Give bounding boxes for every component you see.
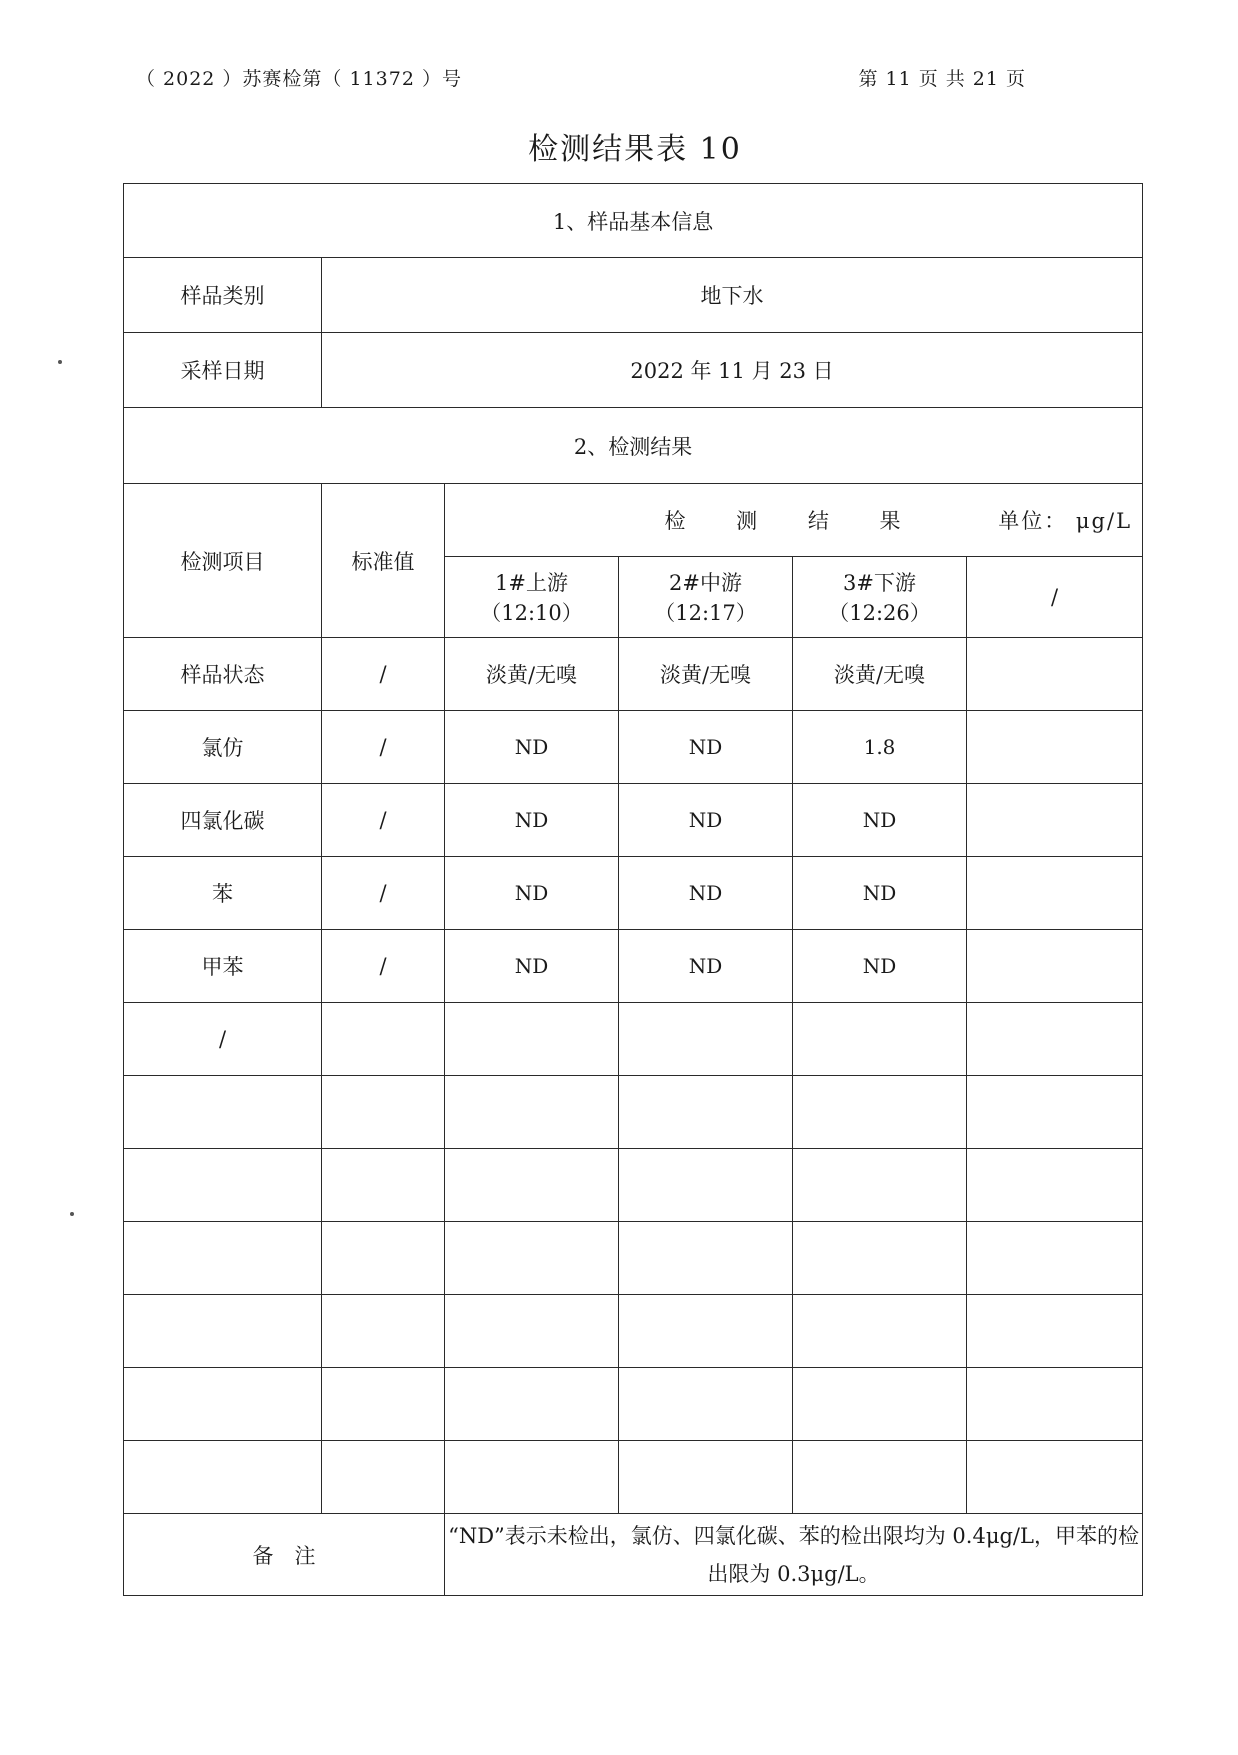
sample-type-value: 地下水 [322,258,1143,333]
value-cell [619,1003,793,1076]
value-cell [793,1003,967,1076]
results-header [445,484,1143,557]
value-cell [967,638,1143,711]
value-cell: 1.8 [793,711,967,784]
section-results-heading: 2、检测结果 [124,408,1143,484]
value-cell: ND [445,930,619,1003]
remark-text: “ND”表示未检出，氯仿、四氯化碳、苯的检出限均为 0.4μg/L，甲苯的检出限为 0.3μg/L。 [445,1514,1143,1596]
table-row [124,1003,1143,1076]
item-cell: 苯 [124,857,322,930]
site-header-1 [445,557,619,638]
site-time: （12:26） [828,601,931,625]
standard-cell: / [322,857,445,930]
empty-row [124,1441,1143,1514]
item-cell: 甲苯 [124,930,322,1003]
results-table [123,183,1143,1596]
site-time: （12:17） [654,601,757,625]
site-time: （12:10） [480,601,583,625]
table-row [124,784,1143,857]
section-basic-info-heading: 1、样品基本信息 [124,184,1143,258]
site-name: 2#中游 [669,571,742,595]
value-cell: ND [619,711,793,784]
value-cell [967,711,1143,784]
value-cell [967,784,1143,857]
value-cell [967,857,1143,930]
empty-row [124,1149,1143,1222]
sampling-date-label: 采样日期 [124,333,322,408]
scan-speck [58,360,62,364]
standard-cell: / [322,784,445,857]
item-cell: 四氯化碳 [124,784,322,857]
value-cell: 淡黄/无嗅 [445,638,619,711]
sample-type-label: 样品类别 [124,258,322,333]
empty-row [124,1295,1143,1368]
standard-cell: / [322,711,445,784]
value-cell: ND [793,930,967,1003]
site-name: 1#上游 [495,571,568,595]
item-cell: 样品状态 [124,638,322,711]
value-cell: ND [445,857,619,930]
table-row [124,711,1143,784]
unit-label: 单位： μg/L [998,509,1133,533]
site-header-2 [619,557,793,638]
report-number: （ 2022 ）苏赛检第（ 11372 ）号 [136,68,462,90]
standard-cell: / [322,930,445,1003]
page-number: 第 11 页 共 21 页 [858,68,1026,90]
table-row [124,857,1143,930]
value-cell: ND [619,857,793,930]
value-cell [445,1003,619,1076]
value-cell: 淡黄/无嗅 [619,638,793,711]
table-row [124,930,1143,1003]
item-cell: / [124,1003,322,1076]
value-cell: 淡黄/无嗅 [793,638,967,711]
standard-cell [322,1003,445,1076]
empty-row [124,1368,1143,1441]
value-cell: ND [619,930,793,1003]
value-cell [967,930,1143,1003]
site-header-4 [967,557,1143,638]
page-title: 检测结果表 10 [528,132,742,167]
value-cell [967,1003,1143,1076]
value-cell: ND [445,711,619,784]
value-cell: ND [793,857,967,930]
site-name: 3#下游 [843,571,916,595]
site-name: / [1050,585,1059,609]
value-cell: ND [445,784,619,857]
sampling-date-value: 2022 年 11 月 23 日 [322,333,1143,408]
standard-cell: / [322,638,445,711]
item-cell: 氯仿 [124,711,322,784]
scan-speck [70,1212,74,1216]
site-header-3 [793,557,967,638]
empty-row [124,1222,1143,1295]
remark-label: 备 注 [124,1514,445,1596]
results-heading: 检 测 结 果 [664,509,923,533]
value-cell: ND [793,784,967,857]
table-row [124,638,1143,711]
col-header-item: 检测项目 [124,484,322,638]
empty-row [124,1076,1143,1149]
value-cell: ND [619,784,793,857]
col-header-standard: 标准值 [322,484,445,638]
